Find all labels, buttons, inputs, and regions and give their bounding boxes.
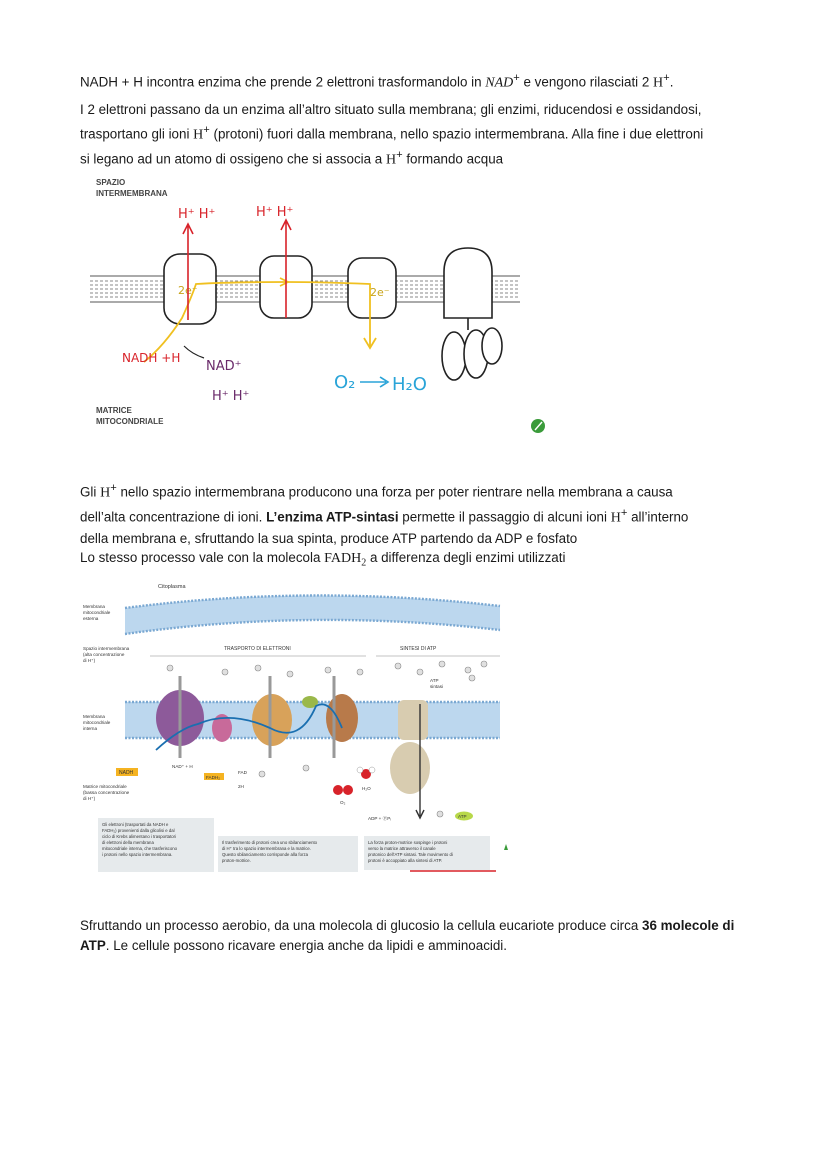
matrix-label-3: di H⁺) — [83, 796, 96, 801]
electron-transport-header: TRASPORTO DI ELETTRONI — [224, 646, 291, 652]
svg-text:protonico dell’ATP sintasi. Ta: protonico dell’ATP sintasi. Tale movimento di — [368, 852, 453, 857]
fadh2-badge-label: FADH₂ — [206, 775, 221, 780]
nadh-arrow — [184, 346, 204, 358]
adp-label: ADP + ⓅPᵢ — [368, 816, 391, 821]
o2-label: O₂ — [334, 372, 356, 393]
intermembrane-label-2: (alta concentrazione — [83, 652, 125, 657]
svg-text:ciclo di Krebs alimentano i tr: ciclo di Krebs alimentano i trasportatori — [102, 834, 177, 839]
fad-label: FAD — [238, 770, 247, 775]
textbook-figure — [80, 578, 510, 874]
outer-membrane-label-3: esterna — [83, 616, 99, 621]
complex-iv — [326, 694, 358, 742]
caption-box-1 — [98, 818, 214, 872]
two-e-label-2: 2e⁻ — [370, 286, 390, 299]
h2o-label: H₂O — [392, 374, 427, 395]
caption-box-3 — [364, 836, 496, 871]
svg-text:Il trasferimento di protoni cr: Il trasferimento di protoni crea uno sbilanciamento — [222, 840, 318, 845]
water-molecule — [357, 767, 375, 779]
paragraph-nadh: NADH + H incontra enzima che prende 2 elettroni trasformandolo in NAD+ e vengono rilasciati 2 H+. — [80, 72, 674, 91]
caption-box-2 — [218, 836, 358, 872]
citoplasma-label: Citoplasma — [158, 584, 186, 590]
outer-membrane-label-1: Membrana — [83, 604, 105, 609]
nadh-badge-label: NADH — [119, 770, 134, 776]
outer-membrane — [125, 595, 500, 634]
svg-text:La forza proton-motrice sospin: La forza proton-motrice sospinge i protoni — [368, 840, 448, 845]
intermembrane-label-3: di H⁺) — [83, 658, 96, 663]
leaf-icon — [531, 419, 545, 433]
nad-plus-label: NAD⁺ — [206, 359, 242, 374]
h-plus-top-1: H⁺ H⁺ — [178, 207, 216, 222]
two-e-label-1: 2e⁻ — [178, 284, 198, 297]
atp-badge-label: ATP — [458, 814, 467, 819]
svg-text:proton-motrice.: proton-motrice. — [222, 858, 251, 863]
nad-plus-h-label: NAD⁺ + H — [172, 764, 193, 769]
matrix-label-2: (bassa concentrazione — [83, 790, 130, 795]
o2-arrow — [360, 377, 388, 387]
label-intermembrana: INTERMEMBRANA — [96, 189, 168, 198]
svg-text:protoni è accoppiato alla sint: protoni è accoppiato alla sintesi di ATP. — [368, 858, 443, 863]
o2-label: O₂ — [340, 800, 346, 805]
paragraph-electrons: I 2 elettroni passano da un enzima all’altro situato sulla membrana; gli enzimi, riducendosi e ossidandosi, trasportano gli ioni H+ (protoni) fuori dalla membrana, nello spazio intermembrana. Alla fine i due elettroni si legano ad un atomo di ossigeno che si associa a H+ formando acqua — [80, 102, 704, 168]
svg-text:FADH₂) provenienti dalla glico: FADH₂) provenienti dalla glicolisi e dal — [102, 828, 175, 833]
outer-membrane-label-2: mitocondriale — [83, 610, 111, 615]
inner-membrane-label-1: Membrana — [83, 714, 105, 719]
leaf-mark — [504, 844, 508, 850]
atp-synthesis-header: SINTESI DI ATP — [400, 646, 437, 652]
label-matrice: MATRICE — [96, 406, 132, 415]
label-mitocondriale: MITOCONDRIALE — [96, 417, 164, 426]
h2o-label: H₂O — [362, 786, 371, 791]
svg-text:di H⁺ tra lo spazio intermembr: di H⁺ tra lo spazio intermembrana e la matrice. — [222, 846, 311, 851]
atp-synthase — [442, 248, 502, 380]
paragraph-fadh2: Lo stesso processo vale con la molecola $FADH_2$ a differenza degli enzimi utilizzati — [80, 550, 566, 569]
atp-synthase-label-1: ATP — [430, 678, 439, 683]
matrix-label-1: Matrice mitocondriale — [83, 784, 127, 789]
svg-text:Questo sbilanciamento corrispo: Questo sbilanciamento corrisponde alla forza — [222, 852, 308, 857]
electron-transport-sketch — [80, 168, 560, 440]
complex-iii — [252, 694, 292, 746]
svg-text:mitocondriale interna, che tra: mitocondriale interna, che trasferiscono — [102, 846, 177, 851]
oxygen-molecule — [333, 785, 353, 795]
inner-membrane-label-2: mitocondriale — [83, 720, 111, 725]
label-spazio: SPAZIO — [96, 178, 126, 187]
nadh-label: NADH +H — [122, 351, 181, 365]
paragraph-summary: Sfruttando un processo aerobio, da una molecola di glucosio la cellula eucariote produce circa 36 molecole di ATP. Le cellule possono ricavare energia anche da lipidi e amminoacidi. — [80, 918, 735, 953]
inner-membrane-label-3: interna — [83, 726, 98, 731]
atp-synthase-label-2: sintasi — [430, 684, 444, 689]
h-plus-top-2: H⁺ H⁺ — [256, 205, 294, 220]
paragraph-atp-synthase: Gli H+ nello spazio intermembrana producono una forza per poter rientrare nella membrana a causa dell’alta concentrazione di ioni. L’enzima ATP-sintasi permette il passaggio di alcuni ioni H+ all’interno della membrana e, sfruttando la sua spinta, produce ATP partendo da ADP e fosfato — [80, 482, 689, 546]
nad-formula: NAD — [485, 75, 514, 91]
two-h-label: 2H — [238, 784, 244, 789]
h-plus-bottom: H⁺ H⁺ — [212, 389, 250, 404]
intermembrane-label-1: Spazio intermembrana — [83, 646, 130, 651]
svg-text:di elettroni della membrana: di elettroni della membrana — [102, 840, 154, 845]
svg-text:verso la matrice attraverso il: verso la matrice attraverso il canale — [368, 846, 436, 851]
svg-text:i protoni nello spazio interme: i protoni nello spazio intermembrana. — [102, 852, 173, 857]
svg-text:Gli elettroni (trasportati da: Gli elettroni (trasportati da NADH e — [102, 822, 169, 827]
